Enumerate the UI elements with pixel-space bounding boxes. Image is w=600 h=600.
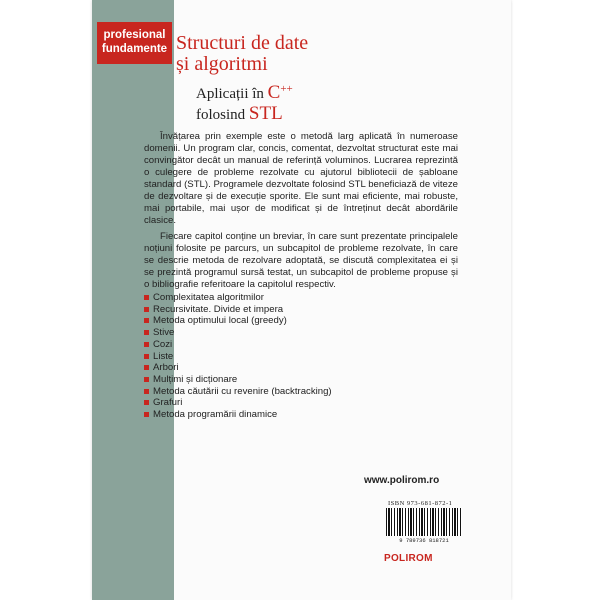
subtitle-line1-text: Aplicații în bbox=[196, 86, 268, 102]
subtitle-lang: C bbox=[267, 82, 281, 103]
list-item bbox=[144, 315, 332, 327]
list-item bbox=[144, 374, 332, 386]
square-bullet-icon bbox=[144, 412, 149, 417]
book-title-line1: Structuri de date bbox=[176, 32, 309, 54]
list-item-label: Metoda căutării cu revenire (backtracking) bbox=[153, 385, 332, 397]
square-bullet-icon bbox=[144, 377, 149, 382]
subtitle-line1 bbox=[196, 80, 293, 104]
series-badge-line2: fundamente bbox=[101, 43, 168, 55]
list-item bbox=[144, 397, 332, 409]
description bbox=[144, 131, 458, 295]
list-item-label: Complexitatea algoritmilor bbox=[153, 292, 264, 303]
square-bullet-icon bbox=[144, 389, 149, 394]
list-item-label: Arbori bbox=[153, 362, 179, 374]
list-item-label: Metoda optimului local (greedy) bbox=[153, 315, 287, 327]
square-bullet-icon bbox=[144, 400, 149, 405]
subtitle-line2 bbox=[196, 104, 293, 125]
list-item-label: Stive bbox=[153, 327, 175, 339]
publisher-website: www.polirom.ro bbox=[364, 475, 440, 486]
series-badge-line1: profesional bbox=[103, 29, 166, 41]
book-title bbox=[176, 33, 308, 75]
square-bullet-icon bbox=[144, 365, 149, 370]
square-bullet-icon bbox=[144, 330, 149, 335]
topics-list bbox=[144, 292, 332, 421]
series-badge bbox=[97, 22, 172, 64]
subtitle-lang-plus: ++ bbox=[280, 83, 293, 95]
list-item bbox=[144, 327, 332, 339]
square-bullet-icon bbox=[144, 354, 149, 359]
square-bullet-icon bbox=[144, 318, 149, 323]
list-item-label: Mulțimi și dicționare bbox=[153, 373, 238, 385]
list-item bbox=[144, 351, 332, 363]
list-item-label: Recursivitate. Divide et impera bbox=[153, 303, 284, 315]
list-item-label: Metoda programării dinamice bbox=[153, 409, 278, 421]
list-item bbox=[144, 362, 332, 374]
list-item bbox=[144, 386, 332, 398]
square-bullet-icon bbox=[144, 307, 149, 312]
back-cover bbox=[92, 0, 511, 600]
list-item-label: Liste bbox=[153, 350, 174, 362]
list-item bbox=[144, 409, 332, 421]
square-bullet-icon bbox=[144, 295, 149, 300]
book-title-line2: și algoritmi bbox=[176, 53, 268, 75]
description-paragraph-2: Fiecare capitol conține un breviar, în care sunt prezentate principalele noțiuni folosite pe parcurs, un subcapitol de probleme rezolvate, în care se descrie metoda de rezolvare adoptată, se discută complexitatea ei și se prezintă programul sursă testat, un subcapitol de probleme propuse și o bibliografie referitoare la capitolul respectiv. bbox=[144, 231, 458, 290]
description-paragraph-1: Învățarea prin exemple este o metodă larg aplicată în numeroase domenii. Un program clar, concis, comentat, dezvoltat structurat este mai convingător decât un manual de referință voluminos. Lucrarea reprezintă o culegere de probleme rezolvate cu ajutorul bibliotecii de șabloane standard (STL). Programele dezvoltate folosind STL beneficiază de viteze de dezvoltare și de execuție sporite. Ele sunt mai eficiente, mai robuste, mai portabile, mai ușor de modificat și de întreținut decât abordările clasice. bbox=[144, 131, 458, 226]
list-item-label: Cozi bbox=[153, 338, 173, 350]
publisher-logo: POLIROM bbox=[384, 553, 433, 564]
barcode bbox=[386, 508, 462, 536]
list-item-label: Grafuri bbox=[153, 397, 183, 409]
list-item bbox=[144, 292, 332, 304]
subtitle-lib: STL bbox=[248, 103, 283, 124]
subtitle-line2-text: folosind bbox=[196, 107, 249, 123]
list-item bbox=[144, 304, 332, 316]
barcode-number: 9 789736 818721 bbox=[399, 537, 449, 544]
isbn: ISBN 973-681-872-1 bbox=[388, 500, 453, 507]
book-subtitle bbox=[196, 80, 293, 125]
list-item bbox=[144, 339, 332, 351]
square-bullet-icon bbox=[144, 342, 149, 347]
